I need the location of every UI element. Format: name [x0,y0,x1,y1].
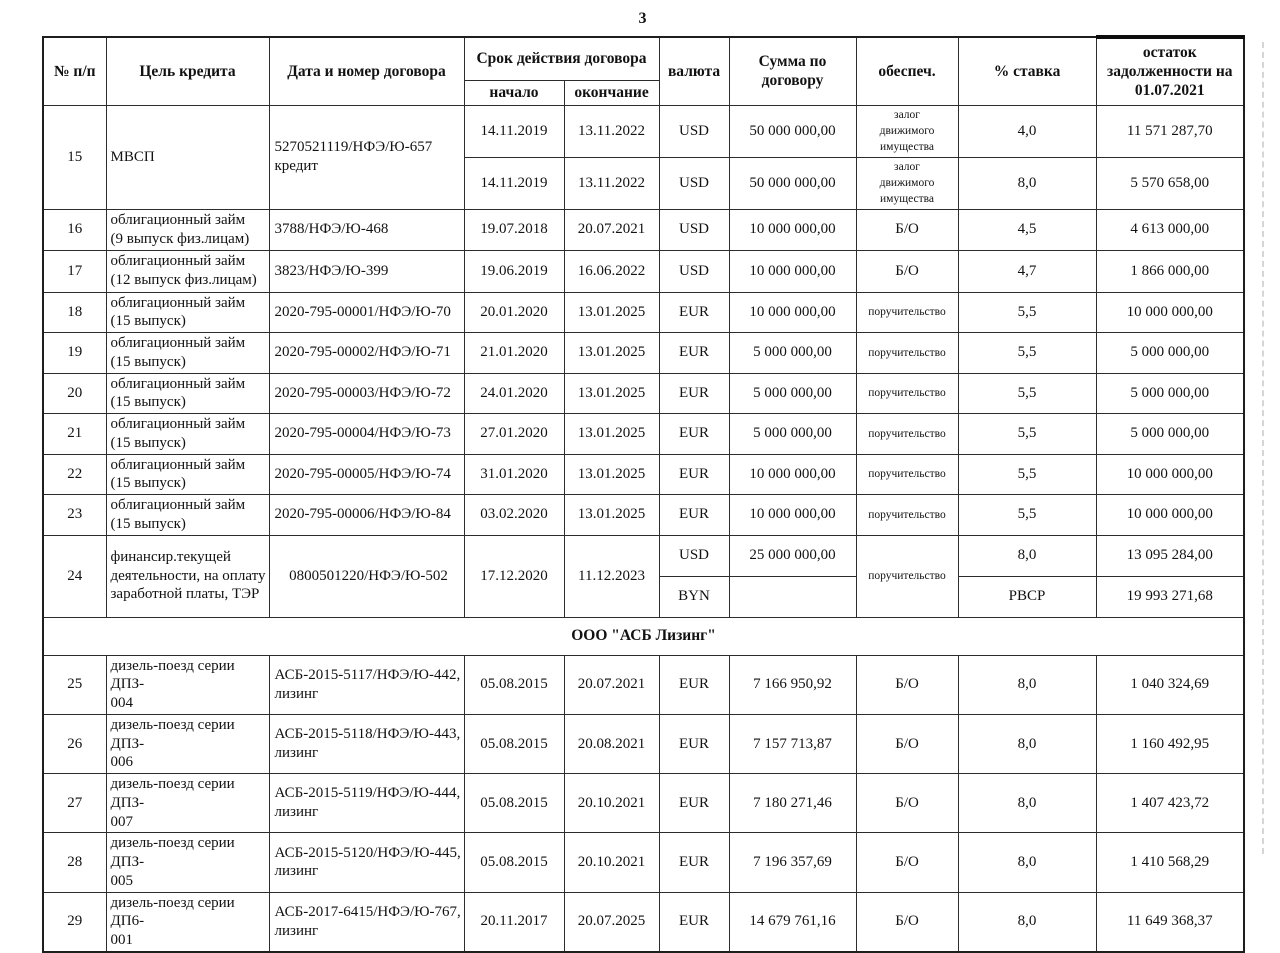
cell-line: 2020-795-00004/НФЭ/Ю-73 [274,425,451,442]
cell-num: 22 [43,454,106,495]
cell-currency: EUR [659,892,729,952]
cell-contract [269,495,464,536]
header-term-start: начало [464,80,564,105]
cell-contract [269,250,464,292]
cell-line: облигационный займ [110,497,246,513]
cell-line: поручительство [868,427,946,440]
cell-amount: 50 000 000,00 [729,157,856,209]
cell-line: лизинг [274,804,319,821]
cell-line: 005 [110,872,133,889]
cell-rate: 8,0 [958,714,1096,773]
cell-purpose [106,292,269,333]
cell-term-end: 16.06.2022 [564,250,659,292]
cell-line: 2020-795-00006/НФЭ/Ю-84 [274,506,451,523]
table-row [43,105,1244,157]
cell-term-start: 24.01.2020 [464,373,564,414]
cell-rate: 8,0 [958,157,1096,209]
table-row [43,250,1244,292]
cell-line: АСБ-2015-5117/НФЭ/Ю-442, [274,666,461,683]
cell-num: 17 [43,250,106,292]
cell-line: кредит [274,158,318,174]
cell-currency: USD [659,157,729,209]
cell-currency: EUR [659,655,729,714]
cell-balance: 1 160 492,95 [1096,714,1244,773]
cell-term-start: 05.08.2015 [464,833,564,892]
cell-line: АСБ-2015-5118/НФЭ/Ю-443, [274,726,461,743]
cell-line: Б/О [895,676,919,693]
cell-balance: 11 571 287,70 [1096,105,1244,157]
cell-line: 0800501220/НФЭ/Ю-502 [289,567,448,584]
cell-term-end: 20.10.2021 [564,774,659,833]
header-amount: Сумма по договору [729,37,856,105]
cell-purpose [106,414,269,455]
cell-security [856,105,958,157]
table-row [43,774,1244,833]
cell-security [856,714,958,773]
cell-amount: 25 000 000,00 [729,535,856,576]
cell-rate: 5,5 [958,373,1096,414]
cell-num: 19 [43,333,106,374]
cell-line: движимого [879,176,935,189]
table-row [43,333,1244,374]
cell-contract [269,105,464,209]
cell-line: 007 [110,813,133,830]
cell-contract [269,209,464,250]
cell-term-start: 19.06.2019 [464,250,564,292]
cell-line: заработной платы, ТЭР [110,586,260,603]
cell-num: 21 [43,414,106,455]
cell-num: 24 [43,535,106,617]
cell-balance: 5 570 658,00 [1096,157,1244,209]
cell-line: (15 выпуск) [110,475,186,492]
cell-security [856,535,958,617]
cell-balance: 11 649 368,37 [1096,892,1244,952]
cell-line: облигационный займ [110,456,246,473]
cell-line: 004 [110,695,133,711]
cell-rate: 5,5 [958,333,1096,374]
table-row [43,454,1244,495]
header-security: обеспеч. [856,37,958,105]
cell-amount: 7 166 950,92 [729,655,856,714]
cell-term-start: 31.01.2020 [464,454,564,495]
cell-term-end: 13.01.2025 [564,454,659,495]
cell-line: деятельности, на оплату [110,567,266,584]
cell-rate: 5,5 [958,495,1096,536]
cell-security [856,495,958,536]
cell-amount: 7 157 713,87 [729,714,856,773]
cell-purpose [106,535,269,617]
cell-term-start: 03.02.2020 [464,495,564,536]
cell-amount [729,576,856,617]
header-contract: Дата и номер договора [269,37,464,105]
cell-security [856,833,958,892]
cell-line: Б/О [895,262,919,279]
cell-term-start: 05.08.2015 [464,655,564,714]
cell-rate: 5,5 [958,292,1096,333]
cell-line: дизель-поезд серии ДПЗ- [110,835,235,870]
cell-rate: 4,5 [958,209,1096,250]
cell-purpose [106,454,269,495]
cell-contract [269,333,464,374]
table-row [43,833,1244,892]
cell-line: Б/О [895,794,919,811]
cell-line: поручительство [868,387,946,400]
cell-line: 001 [110,932,133,948]
cell-line: 2020-795-00005/НФЭ/Ю-74 [274,465,451,482]
cell-contract [269,373,464,414]
cell-line: дизель-поезд серии ДПЗ- [110,657,235,693]
cell-security [856,292,958,333]
header-purpose: Цель кредита [106,37,269,105]
cell-balance: 1 407 423,72 [1096,774,1244,833]
cell-line: финансир.текущей [110,548,231,565]
cell-currency: EUR [659,833,729,892]
cell-line: 3788/НФЭ/Ю-468 [274,221,389,238]
cell-currency: USD [659,535,729,576]
cell-line: поручительство [868,569,946,582]
header-currency: валюта [659,37,729,105]
cell-num: 29 [43,892,106,952]
cell-purpose [106,105,269,209]
cell-term-start: 20.01.2020 [464,292,564,333]
cell-num: 20 [43,373,106,414]
cell-amount: 14 679 761,16 [729,892,856,952]
cell-contract [269,892,464,952]
table-header [43,37,1244,105]
cell-rate: РВСР [958,576,1096,617]
cell-term-start: 20.11.2017 [464,892,564,952]
cell-currency: EUR [659,414,729,455]
cell-amount: 7 196 357,69 [729,833,856,892]
cell-currency: EUR [659,454,729,495]
cell-line: залог [894,160,920,173]
cell-rate: 8,0 [958,892,1096,952]
cell-term-end: 20.10.2021 [564,833,659,892]
table-row [43,655,1244,714]
cell-term-end: 13.01.2025 [564,414,659,455]
cell-amount: 10 000 000,00 [729,250,856,292]
cell-rate: 5,5 [958,454,1096,495]
cell-line: 5270521119/НФЭ/Ю-657 [274,139,433,156]
cell-line: поручительство [868,306,946,319]
cell-balance: 1 410 568,29 [1096,833,1244,892]
cell-term-start: 17.12.2020 [464,535,564,617]
cell-purpose [106,833,269,892]
cell-term-end: 13.01.2025 [564,495,659,536]
cell-line: АСБ-2015-5120/НФЭ/Ю-445, [274,844,461,861]
cell-purpose [106,495,269,536]
cell-balance: 10 000 000,00 [1096,292,1244,333]
cell-line: облигационный займ [110,294,246,311]
cell-purpose [106,250,269,292]
cell-term-end: 13.01.2025 [564,333,659,374]
cell-term-end: 13.11.2022 [564,157,659,209]
cell-line: поручительство [868,468,946,481]
cell-term-start: 27.01.2020 [464,414,564,455]
cell-contract [269,414,464,455]
cell-num: 25 [43,655,106,714]
cell-line: Б/О [895,735,919,752]
cell-currency: USD [659,209,729,250]
cell-line: лизинг [274,744,319,761]
section-title: ООО "АСБ Лизинг" [43,617,1244,655]
cell-currency: EUR [659,495,729,536]
cell-line: (15 выпуск) [110,353,186,370]
table-row [43,292,1244,333]
cell-line: лизинг [274,863,319,880]
cell-term-start: 05.08.2015 [464,774,564,833]
cell-term-end: 13.01.2025 [564,373,659,414]
credit-table [42,35,1245,953]
cell-line: Б/О [895,913,919,930]
cell-line: (9 выпуск физ.лицам) [110,230,250,247]
cell-line: облигационный займ [110,335,246,351]
cell-purpose [106,333,269,374]
cell-purpose [106,209,269,250]
cell-line: 3823/НФЭ/Ю-399 [274,262,389,279]
table-row [43,209,1244,250]
cell-line: дизель-поезд серии ДПЗ- [110,776,235,811]
cell-term-end: 20.08.2021 [564,714,659,773]
cell-line: 2020-795-00003/НФЭ/Ю-72 [274,384,451,401]
header-term-end: окончание [564,80,659,105]
cell-security [856,333,958,374]
header-balance: остаток задолженности на 01.07.2021 [1096,37,1244,105]
cell-security [856,774,958,833]
cell-currency: EUR [659,714,729,773]
cell-balance: 1 866 000,00 [1096,250,1244,292]
cell-line: поручительство [868,508,946,521]
cell-contract [269,454,464,495]
cell-amount: 7 180 271,46 [729,774,856,833]
cell-currency: BYN [659,576,729,617]
cell-amount: 5 000 000,00 [729,414,856,455]
cell-rate: 5,5 [958,414,1096,455]
cell-currency: EUR [659,333,729,374]
header-term: Срок действия договора [464,37,659,80]
cell-num: 26 [43,714,106,773]
cell-line: АСБ-2017-6415/НФЭ/Ю-767, [274,903,461,920]
cell-line: дизель-поезд серии ДПЗ- [110,716,235,752]
cell-term-start: 14.11.2019 [464,157,564,209]
cell-term-start: 19.07.2018 [464,209,564,250]
header-rate: % ставка [958,37,1096,105]
header-num: № п/п [43,37,106,105]
cell-rate: 8,0 [958,655,1096,714]
cell-line: облигационный займ [110,253,246,270]
cell-amount: 5 000 000,00 [729,333,856,374]
cell-purpose [106,655,269,714]
cell-term-start: 21.01.2020 [464,333,564,374]
table-row [43,373,1244,414]
cell-line: дизель-поезд серии ДП6- [110,894,235,930]
cell-line: (15 выпуск) [110,434,186,451]
cell-line: имущества [880,193,934,206]
cell-num: 28 [43,833,106,892]
cell-rate: 8,0 [958,774,1096,833]
scan-artifact-line [1262,42,1264,854]
cell-balance: 4 613 000,00 [1096,209,1244,250]
cell-currency: USD [659,105,729,157]
cell-balance: 1 040 324,69 [1096,655,1244,714]
cell-security [856,157,958,209]
cell-security [856,655,958,714]
cell-line: поручительство [868,346,946,359]
cell-rate: 4,0 [958,105,1096,157]
cell-contract [269,535,464,617]
cell-term-start: 14.11.2019 [464,105,564,157]
cell-line: облигационный займ [110,375,246,392]
cell-purpose [106,714,269,773]
cell-amount: 10 000 000,00 [729,495,856,536]
cell-contract [269,655,464,714]
cell-line: (15 выпуск) [110,313,186,330]
cell-rate: 8,0 [958,833,1096,892]
table-row [43,535,1244,576]
cell-term-end: 11.12.2023 [564,535,659,617]
cell-balance: 10 000 000,00 [1096,495,1244,536]
table-row [43,714,1244,773]
cell-term-end: 20.07.2021 [564,209,659,250]
cell-security [856,373,958,414]
cell-term-end: 20.07.2025 [564,892,659,952]
cell-line: (15 выпуск) [110,515,186,532]
cell-balance: 5 000 000,00 [1096,373,1244,414]
cell-num: 18 [43,292,106,333]
cell-num: 16 [43,209,106,250]
cell-balance: 5 000 000,00 [1096,333,1244,374]
cell-currency: EUR [659,774,729,833]
cell-term-start: 05.08.2015 [464,714,564,773]
cell-num: 23 [43,495,106,536]
cell-purpose [106,892,269,952]
cell-line: облигационный займ [110,211,246,228]
cell-line: АСБ-2015-5119/НФЭ/Ю-444, [274,785,461,802]
cell-num: 15 [43,105,106,209]
cell-line: (15 выпуск) [110,394,186,411]
cell-line: движимого [879,124,935,137]
cell-contract [269,833,464,892]
cell-line: залог [894,108,920,121]
cell-rate: 8,0 [958,535,1096,576]
cell-term-end: 20.07.2021 [564,655,659,714]
cell-balance: 10 000 000,00 [1096,454,1244,495]
cell-currency: USD [659,250,729,292]
cell-amount: 10 000 000,00 [729,209,856,250]
cell-term-end: 13.11.2022 [564,105,659,157]
cell-amount: 5 000 000,00 [729,373,856,414]
cell-line: лизинг [274,922,319,939]
cell-line: лизинг [274,685,319,702]
cell-currency: EUR [659,373,729,414]
cell-security [856,209,958,250]
page-number: 3 [638,10,647,27]
cell-amount: 10 000 000,00 [729,292,856,333]
cell-contract [269,774,464,833]
cell-balance: 5 000 000,00 [1096,414,1244,455]
table-row [43,495,1244,536]
cell-currency: EUR [659,292,729,333]
cell-balance: 13 095 284,00 [1096,535,1244,576]
cell-line: имущества [880,141,934,154]
cell-purpose [106,774,269,833]
cell-line: 2020-795-00002/НФЭ/Ю-71 [274,344,451,361]
cell-line: 006 [110,754,133,771]
cell-security [856,250,958,292]
cell-line: облигационный займ [110,416,246,432]
table-body [43,105,1244,952]
cell-line: (12 выпуск физ.лицам) [110,272,257,288]
cell-security [856,892,958,952]
cell-line: МВСП [110,148,155,165]
cell-purpose [106,373,269,414]
cell-balance: 19 993 271,68 [1096,576,1244,617]
cell-rate: 4,7 [958,250,1096,292]
cell-security [856,454,958,495]
cell-security [856,414,958,455]
cell-line: Б/О [895,221,919,238]
cell-contract [269,714,464,773]
table-row [43,892,1244,952]
section-row [43,617,1244,655]
header-row-1 [43,37,1244,80]
cell-line: 2020-795-00001/НФЭ/Ю-70 [274,303,451,320]
cell-num: 27 [43,774,106,833]
cell-amount: 10 000 000,00 [729,454,856,495]
table-row [43,414,1244,455]
cell-contract [269,292,464,333]
cell-amount: 50 000 000,00 [729,105,856,157]
cell-term-end: 13.01.2025 [564,292,659,333]
cell-line: Б/О [895,854,919,870]
